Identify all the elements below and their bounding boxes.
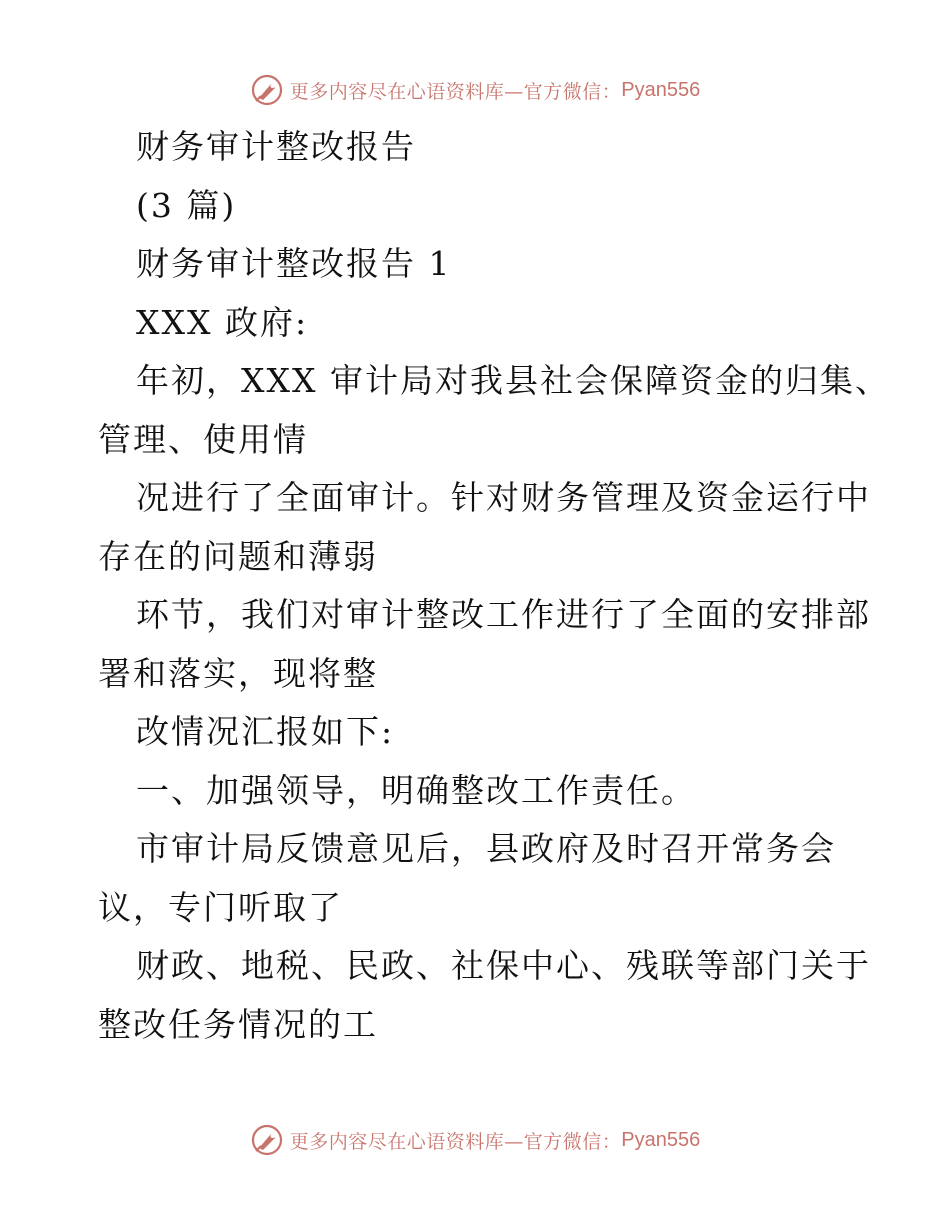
document-line: 改情况汇报如下: [136,712,395,751]
document-line: 署和落实，现将整 [98,653,378,693]
document-line: 议，专门听取了 [98,887,343,927]
watermark-wechat-id: Pyan556 [621,1128,701,1151]
document-line: 财务审计整改报告 1 [136,244,452,283]
pen-nib-logo-icon [250,1123,284,1157]
watermark-text: 更多内容尽在心语资料库—官方微信： [289,80,622,103]
document-line: 市审计局反馈意见后，县政府及时召开常务会 [136,829,836,868]
footer-watermark [0,1120,950,1160]
document-line: 整改任务情况的工 [98,1004,378,1044]
document-line: 财政、地税、民政、社保中心、残联等部门关于 [136,946,871,985]
document-line: 一、加强领导，明确整改工作责任。 [136,770,696,810]
watermark-wechat-id: Pyan556 [621,78,701,101]
header-watermark [0,70,950,110]
watermark-text: 更多内容尽在心语资料库—官方微信： [289,1130,622,1153]
document-line: 财务审计整改报告 [136,127,416,166]
document-line: (3 篇) [136,185,237,225]
document-body [98,118,890,1054]
document-line: 环节，我们对审计整改工作进行了全面的安排部 [136,595,871,634]
document-line: 年初，XXX 审计局对我县社会保障资金的归集、 [136,361,890,400]
pen-nib-logo-icon [250,73,284,107]
document-line: 存在的问题和薄弱 [98,536,378,576]
document-line: 管理、使用情 [98,419,308,459]
document-line: 况进行了全面审计。针对财务管理及资金运行中 [136,478,871,517]
document-line: XXX 政府: [136,302,309,342]
